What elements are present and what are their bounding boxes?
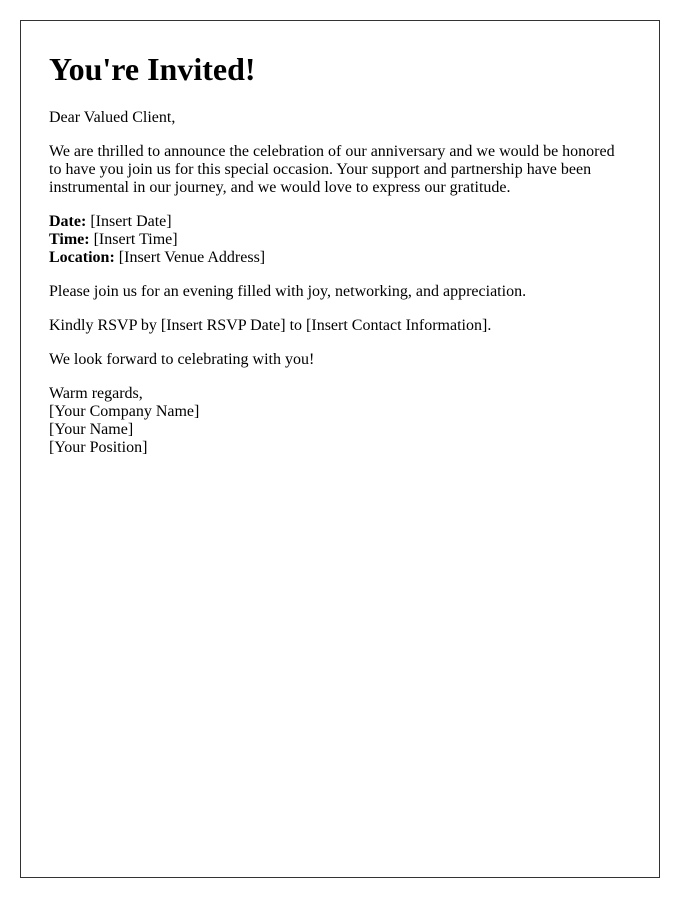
detail-location-value: [Insert Venue Address] — [114, 249, 266, 266]
signoff-position: [Your Position] — [49, 439, 148, 456]
detail-location — [49, 249, 631, 267]
invitation-letter — [20, 20, 660, 878]
greeting: Dear Valued Client, — [49, 109, 176, 126]
detail-time-label: Time: — [49, 231, 90, 248]
letter-title: You're Invited! — [49, 51, 256, 87]
detail-date-value: [Insert Date] — [86, 213, 172, 230]
intro-paragraph: We are thrilled to announce the celebration of our anniversary and we would be honored to have you join us for this special occasion. Your support and partnership have been instrumental in our journey, and we would love to express our gratitude. — [49, 143, 615, 196]
closing-paragraph: We look forward to celebrating with you! — [49, 351, 315, 368]
rsvp-paragraph: Kindly RSVP by [Insert RSVP Date] to [Insert Contact Information]. — [49, 317, 492, 334]
event-details — [49, 213, 631, 267]
signoff-name: [Your Name] — [49, 421, 134, 438]
signoff-company: [Your Company Name] — [49, 403, 200, 420]
detail-time — [49, 231, 631, 249]
signoff-salutation: Warm regards, — [49, 385, 143, 402]
signature-block — [49, 385, 631, 457]
detail-date — [49, 213, 631, 231]
detail-location-label: Location: — [49, 249, 115, 266]
evening-paragraph: Please join us for an evening filled with joy, networking, and appreciation. — [49, 283, 527, 300]
detail-time-value: [Insert Time] — [89, 231, 178, 248]
detail-date-label: Date: — [49, 213, 87, 230]
